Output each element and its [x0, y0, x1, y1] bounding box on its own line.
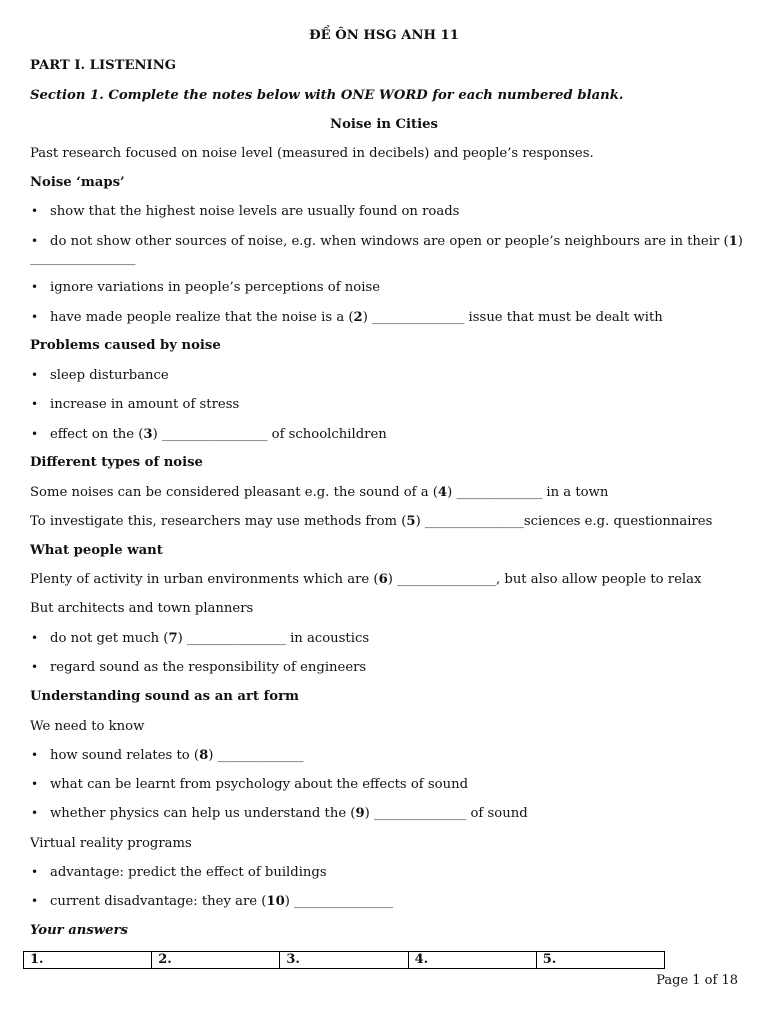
- problem-1: sleep disturbance: [50, 368, 169, 383]
- part-heading: PART I. LISTENING: [30, 58, 177, 73]
- bullet-icon: •: [31, 806, 39, 820]
- answer-cell-2[interactable]: 2.: [152, 952, 280, 969]
- maps-point-4: [50, 309, 748, 326]
- blank-number-4: 4: [437, 485, 448, 500]
- text-fragment: how sound relates to (: [50, 748, 200, 763]
- vr-point-2: [50, 893, 748, 910]
- text-fragment: ) ______________ issue that must be dealt with: [362, 310, 663, 325]
- heading-noise-maps: Noise ‘maps’: [30, 175, 125, 190]
- blank-number-7: 7: [168, 631, 178, 646]
- text-fragment: To investigate this, researchers may use methods from (: [30, 514, 407, 529]
- text-fragment: Some noises can be considered pleasant e.g. the sound of a (: [30, 485, 438, 500]
- page-number: Page 1 of 18: [656, 973, 738, 988]
- section-instruction: Section 1. Complete the notes below with ONE WORD for each numbered blank.: [30, 88, 624, 103]
- heading-art-form: Understanding sound as an art form: [30, 689, 299, 704]
- art-point-1: [50, 747, 748, 764]
- art-text-1: We need to know: [30, 719, 145, 734]
- text-fragment: ) _______________sciences e.g. questionnaires: [415, 514, 713, 529]
- text-fragment: do not get much (: [50, 631, 169, 646]
- want-text-1: [30, 571, 748, 588]
- blank-number-5: 5: [406, 514, 416, 529]
- text-fragment: have made people realize that the noise is a (: [50, 310, 354, 325]
- heading-types: Different types of noise: [30, 455, 203, 470]
- heading-what-people-want: What people want: [30, 543, 163, 558]
- notes-title: Noise in Cities: [330, 117, 438, 132]
- answer-cell-1[interactable]: 1.: [24, 952, 152, 969]
- problem-3: [50, 426, 748, 443]
- text-fragment: current disadvantage: they are (: [50, 894, 267, 909]
- text-fragment: ) _______________ in acoustics: [177, 631, 370, 646]
- art-point-3: [50, 805, 748, 822]
- want-point-1: [50, 630, 748, 647]
- maps-point-3: ignore variations in people’s perceptions of noise: [50, 280, 381, 295]
- problem-2: increase in amount of stress: [50, 397, 240, 412]
- answer-cell-3[interactable]: 3.: [280, 952, 408, 969]
- want-point-2: regard sound as the responsibility of engineers: [50, 660, 367, 675]
- art-point-2: what can be learnt from psychology about the effects of sound: [50, 777, 469, 792]
- intro-text: Past research focused on noise level (measured in decibels) and people’s responses.: [30, 146, 594, 161]
- text-fragment: ) _____________ in a town: [447, 485, 609, 500]
- text-fragment: ) _____________: [208, 748, 304, 763]
- blank-number-9: 9: [355, 806, 365, 821]
- bullet-icon: •: [31, 865, 39, 879]
- text-fragment: ): [737, 234, 743, 249]
- answers-label: Your answers: [30, 923, 128, 938]
- bullet-icon: •: [31, 280, 39, 294]
- answer-cell-5[interactable]: 5.: [536, 952, 664, 969]
- vr-point-1: advantage: predict the effect of buildings: [50, 865, 327, 880]
- want-text-2: But architects and town planners: [30, 601, 254, 616]
- bullet-icon: •: [31, 310, 39, 324]
- blank-number-6: 6: [378, 572, 388, 587]
- text-fragment: ) ______________ of sound: [364, 806, 528, 821]
- text-fragment: do not show other sources of noise, e.g. when windows are open or people’s neighbours are in their (: [50, 234, 729, 249]
- blank-number-8: 8: [199, 748, 209, 763]
- document-title: ĐỀ ÔN HSG ANH 11: [309, 28, 459, 43]
- answer-table: [23, 951, 665, 969]
- blank-1: ________________: [30, 251, 136, 266]
- blank-number-1: 1: [728, 234, 738, 249]
- bullet-icon: •: [31, 234, 39, 248]
- blank-number-2: 2: [353, 310, 363, 325]
- heading-problems: Problems caused by noise: [30, 338, 221, 353]
- answer-row: [24, 952, 665, 969]
- bullet-icon: •: [31, 660, 39, 674]
- bullet-icon: •: [31, 204, 39, 218]
- maps-point-1: show that the highest noise levels are usually found on roads: [50, 204, 460, 219]
- text-fragment: ) _______________: [284, 894, 394, 909]
- text-fragment: Plenty of activity in urban environments which are (: [30, 572, 379, 587]
- text-fragment: effect on the (: [50, 427, 144, 442]
- text-fragment: ) ________________ of schoolchildren: [152, 427, 387, 442]
- bullet-icon: •: [31, 368, 39, 382]
- bullet-icon: •: [31, 427, 39, 441]
- bullet-icon: •: [31, 894, 39, 908]
- types-text-1: [30, 484, 748, 501]
- blank-number-10: 10: [266, 894, 285, 909]
- bullet-icon: •: [31, 631, 39, 645]
- text-fragment: ) _______________, but also allow people to relax: [387, 572, 702, 587]
- blank-number-3: 3: [143, 427, 153, 442]
- bullet-icon: •: [31, 397, 39, 411]
- answer-cell-4[interactable]: 4.: [408, 952, 536, 969]
- maps-point-2: [50, 233, 748, 250]
- text-fragment: whether physics can help us understand the (: [50, 806, 356, 821]
- bullet-icon: •: [31, 777, 39, 791]
- vr-text: Virtual reality programs: [30, 836, 192, 851]
- types-text-2: [30, 513, 748, 530]
- bullet-icon: •: [31, 748, 39, 762]
